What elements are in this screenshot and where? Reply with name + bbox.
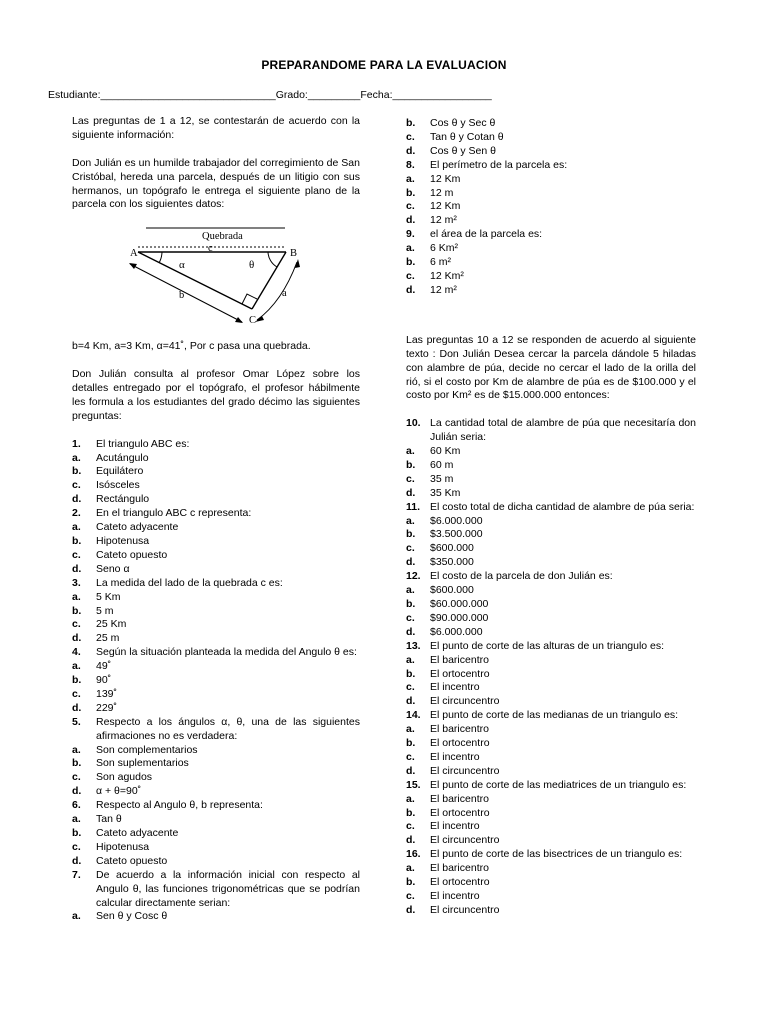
answer-option	[406, 654, 696, 668]
option-letter: d.	[406, 834, 416, 847]
question-block	[406, 848, 696, 918]
option-text: 12 m²	[430, 283, 457, 296]
question-number: 4.	[72, 646, 81, 659]
option-text: El ortocentro	[430, 737, 490, 750]
answer-option	[72, 688, 360, 702]
option-text: El circuncentro	[430, 903, 500, 916]
option-text: 5 Km	[96, 590, 121, 603]
answer-option	[72, 465, 360, 479]
answer-option	[406, 473, 696, 487]
option-letter: b.	[406, 186, 416, 199]
option-text: Son agudos	[96, 771, 153, 784]
answer-option	[406, 487, 696, 501]
option-text: Tan θ	[96, 813, 122, 826]
option-text: Cateto opuesto	[96, 548, 168, 561]
label-side-c: c	[208, 243, 213, 255]
answer-option	[72, 827, 360, 841]
option-letter: d.	[72, 562, 82, 575]
question-number: 8.	[406, 158, 415, 171]
question-text: El triangulo ABC es:	[96, 437, 190, 450]
option-text: Acutángulo	[96, 451, 149, 464]
option-letter: c.	[406, 750, 415, 763]
label-vertex-b: B	[290, 248, 298, 260]
option-text: 12 Km	[430, 172, 461, 185]
option-text: El baricentro	[430, 653, 489, 666]
answer-option	[72, 674, 360, 688]
question-text: De acuerdo a la información inicial con respecto al Angulo θ, las funciones trigonométricas que se podrían calcular directamente serian:	[96, 868, 360, 909]
question-number: 6.	[72, 799, 81, 812]
option-letter: a.	[72, 660, 81, 673]
answer-option	[72, 910, 360, 924]
question-text: El punto de corte de las bisectrices de un triangulo es:	[430, 848, 683, 861]
option-text: $3.500.000	[430, 528, 483, 541]
answer-option	[406, 284, 696, 298]
option-letter: d.	[406, 903, 416, 916]
option-text: 12 Km	[430, 200, 461, 213]
question-block	[72, 507, 360, 577]
question-text: El punto de corte de las mediatrices de un triangulo es:	[430, 778, 687, 791]
option-letter: c.	[72, 771, 81, 784]
option-letter: b.	[72, 827, 82, 840]
question-stem	[72, 799, 360, 813]
option-text: Equilátero	[96, 465, 144, 478]
question-number: 11.	[406, 500, 421, 513]
option-text: Son suplementarios	[96, 757, 189, 770]
right-question-list-b	[406, 417, 696, 918]
answer-option	[406, 256, 696, 270]
option-letter: b.	[406, 737, 416, 750]
answer-option	[406, 131, 696, 145]
answer-option	[406, 793, 696, 807]
option-letter: d.	[406, 144, 416, 157]
question-stem	[406, 228, 696, 242]
option-letter: d.	[406, 695, 416, 708]
question-block	[72, 799, 360, 869]
option-letter: a.	[406, 862, 415, 875]
option-text: Son complementarios	[96, 743, 198, 756]
answer-option	[406, 117, 696, 131]
option-letter: d.	[406, 214, 416, 227]
option-letter: b.	[72, 674, 82, 687]
option-text: 6 m²	[430, 256, 451, 269]
question-text: El punto de corte de las medianas de un triangulo es:	[430, 709, 679, 722]
option-text: Cateto opuesto	[96, 854, 168, 867]
option-letter: c.	[72, 840, 81, 853]
triangle-figure	[72, 212, 360, 338]
intro-paragraph-2: Don Julián es un humilde trabajador del corregimiento de San Cristóbal, hereda una parcela, después de un litigio con sus hermanos, un topógrafo le entrega el siguiente plano de la parcela con los siguientes datos:	[72, 156, 360, 211]
dimension-b-arrowhead-end	[235, 317, 243, 323]
answer-option	[406, 445, 696, 459]
option-text: $600.000	[430, 542, 474, 555]
question-stem	[406, 640, 696, 654]
question-stem	[72, 869, 360, 911]
angle-alpha-arc	[159, 252, 162, 263]
answer-option	[72, 549, 360, 563]
answer-option	[406, 723, 696, 737]
option-text: 60 Km	[430, 445, 461, 458]
option-text: Cos θ y Sec θ	[430, 117, 496, 129]
option-letter: b.	[406, 528, 416, 541]
question-number: 12.	[406, 570, 421, 583]
question-block	[406, 640, 696, 710]
answer-option	[72, 493, 360, 507]
question-text: El costo de la parcela de don Julián es:	[430, 570, 613, 583]
option-letter: c.	[406, 681, 415, 694]
option-letter: c.	[72, 479, 81, 492]
option-letter: a.	[406, 723, 415, 736]
answer-option	[72, 605, 360, 619]
question-stem	[406, 779, 696, 793]
question-text: el área de la parcela es:	[430, 228, 543, 241]
option-text: El incentro	[430, 750, 480, 763]
option-letter: a.	[72, 451, 81, 464]
answer-option	[406, 556, 696, 570]
option-text: Cateto adyacente	[96, 521, 179, 534]
option-letter: a.	[406, 172, 415, 185]
option-text: Hipotenusa	[96, 534, 150, 547]
answer-option	[72, 757, 360, 771]
question-text: En el triangulo ABC c representa:	[96, 507, 252, 520]
question-stem	[406, 848, 696, 862]
angle-theta-arc	[268, 252, 277, 267]
question-number: 5.	[72, 715, 81, 728]
label-quebrada: Quebrada	[202, 231, 243, 243]
right-question-list-a	[406, 159, 696, 298]
question-stem	[72, 577, 360, 591]
answer-option	[72, 479, 360, 493]
label-theta: θ	[249, 259, 255, 272]
answer-option	[406, 681, 696, 695]
question-block	[406, 570, 696, 640]
right-column	[406, 117, 696, 918]
question-number: 10.	[406, 417, 421, 430]
option-letter: a.	[406, 445, 415, 458]
answer-option	[406, 626, 696, 640]
question-7-continued	[406, 117, 696, 159]
option-letter: c.	[72, 687, 81, 700]
option-letter: a.	[406, 584, 415, 597]
option-letter: c.	[406, 269, 415, 282]
intro-paragraph-1: Las preguntas de 1 a 12, se contestarán de acuerdo con la siguiente información:	[72, 115, 360, 141]
answer-option	[406, 542, 696, 556]
option-letter: d.	[72, 632, 82, 645]
option-text: 35 m	[430, 472, 454, 485]
answer-option	[406, 890, 696, 904]
label-vertex-c: C	[249, 315, 257, 327]
answer-option	[406, 459, 696, 473]
label-side-a: a	[282, 288, 287, 300]
option-letter: c.	[72, 618, 81, 631]
answer-option	[406, 187, 696, 201]
option-text: Seno α	[96, 562, 130, 575]
question-text: Respecto a los ángulos α, θ, una de las siguientes afirmaciones no es verdadera:	[96, 715, 360, 742]
option-text: El baricentro	[430, 792, 489, 805]
option-letter: a.	[72, 743, 81, 756]
question-block	[406, 159, 696, 229]
question-block	[72, 577, 360, 647]
answer-option	[406, 598, 696, 612]
answer-option	[406, 200, 696, 214]
option-text: Cateto adyacente	[96, 827, 179, 840]
question-stem	[72, 646, 360, 660]
option-letter: b.	[72, 465, 82, 478]
question-number: 1.	[72, 437, 81, 450]
dimension-b-arrowhead-start	[129, 263, 137, 269]
option-text: Hipotenusa	[96, 840, 150, 853]
option-text: $350.000	[430, 556, 474, 569]
option-letter: b.	[72, 534, 82, 547]
option-letter: a.	[406, 792, 415, 805]
dimension-a-arrowhead-top	[295, 259, 300, 268]
option-text: 35 Km	[430, 486, 461, 499]
question-text: El perímetro de la parcela es:	[430, 158, 568, 171]
question-number: 3.	[72, 576, 81, 589]
option-letter: c.	[72, 548, 81, 561]
question-stem	[406, 709, 696, 723]
option-letter: b.	[72, 604, 82, 617]
question-block	[72, 646, 360, 716]
option-text: 60 m	[430, 458, 454, 471]
question-number: 9.	[406, 228, 415, 241]
question-text: Respecto al Angulo θ, b representa:	[96, 799, 263, 812]
option-letter: c.	[406, 472, 415, 485]
dimension-b-line	[130, 264, 242, 322]
option-text: El ortocentro	[430, 667, 490, 680]
side-a	[252, 252, 286, 309]
option-text: α + θ=90˚	[96, 785, 142, 798]
option-letter: b.	[406, 256, 416, 269]
option-text: 229˚	[96, 701, 118, 714]
option-text: El baricentro	[430, 723, 489, 736]
question-number: 2.	[72, 507, 81, 520]
option-text: El circuncentro	[430, 764, 500, 777]
option-letter: b.	[406, 876, 416, 889]
option-letter: d.	[406, 556, 416, 569]
option-text: $90.000.000	[430, 611, 489, 624]
option-text: El ortocentro	[430, 806, 490, 819]
question-block	[406, 228, 696, 298]
answer-option	[72, 771, 360, 785]
answer-option	[406, 820, 696, 834]
option-letter: c.	[406, 130, 415, 143]
answer-option	[72, 563, 360, 577]
answer-option	[406, 145, 696, 159]
answer-option	[72, 521, 360, 535]
option-text: Isósceles	[96, 479, 140, 492]
option-letter: c.	[406, 542, 415, 555]
label-vertex-a: A	[130, 248, 138, 260]
option-text: 12 m	[430, 186, 454, 199]
option-text: $6.000.000	[430, 514, 483, 527]
option-letter: a.	[406, 653, 415, 666]
answer-option	[72, 855, 360, 869]
option-text: El incentro	[430, 681, 480, 694]
question-number: 14.	[406, 709, 421, 722]
question-stem	[72, 438, 360, 452]
answer-option	[406, 695, 696, 709]
option-letter: b.	[406, 806, 416, 819]
answer-option	[72, 785, 360, 799]
answer-option	[406, 270, 696, 284]
option-text: Tan θ y Cotan θ	[430, 130, 504, 143]
option-letter: b.	[406, 597, 416, 610]
option-text: 6 Km²	[430, 242, 459, 255]
option-text: 90˚	[96, 674, 112, 687]
question-stem	[72, 716, 360, 744]
answer-option	[406, 612, 696, 626]
option-text: 49˚	[96, 660, 112, 673]
answer-option	[72, 744, 360, 758]
answer-option	[406, 242, 696, 256]
option-text: $600.000	[430, 584, 474, 597]
answer-option	[406, 214, 696, 228]
option-text: 25 m	[96, 632, 120, 645]
option-letter: d.	[72, 854, 82, 867]
question-block	[406, 501, 696, 571]
option-letter: a.	[406, 242, 415, 255]
question-text: La cantidad total de alambre de púa que necesitaría don Julián seria:	[430, 417, 696, 444]
answer-option	[72, 618, 360, 632]
option-text: Cos θ y Sen θ	[430, 144, 496, 157]
question-block	[72, 869, 360, 925]
option-letter: a.	[72, 590, 81, 603]
option-text: 12 Km²	[430, 269, 464, 282]
answer-option	[406, 173, 696, 187]
right-angle-mark	[242, 294, 257, 304]
option-text: Rectángulo	[96, 493, 150, 506]
answer-option	[72, 702, 360, 716]
option-letter: b.	[406, 667, 416, 680]
answer-option	[72, 452, 360, 466]
question-block	[406, 709, 696, 779]
question-stem	[406, 159, 696, 173]
option-letter: d.	[406, 486, 416, 499]
option-letter: b.	[406, 117, 416, 129]
option-letter: a.	[72, 813, 81, 826]
question-text: El punto de corte de las alturas de un triangulo es:	[430, 639, 665, 652]
question-block	[72, 438, 360, 508]
left-question-list	[72, 438, 360, 925]
page-title: PREPARANDOME PARA LA EVALUACION	[261, 58, 507, 72]
option-text: Sen θ y Cosc θ	[96, 910, 168, 923]
option-letter: c.	[406, 200, 415, 213]
answer-option	[406, 668, 696, 682]
left-column	[72, 115, 360, 924]
answer-option	[406, 807, 696, 821]
option-letter: d.	[406, 283, 416, 296]
question-number: 13.	[406, 639, 421, 652]
intro-paragraph-4: Las preguntas 10 a 12 se responden de acuerdo al siguiente texto : Don Julián Desea cercar la parcela dándole 5 hiladas con alambre de púa, decide no cercar el lado de la orilla del rió, si el costo por Km de alambre de púa es de $100.000 y el costo por Km² es de $15.000.000 entonces:	[406, 333, 696, 402]
option-letter: d.	[72, 701, 82, 714]
answer-option	[406, 862, 696, 876]
question-stem	[406, 417, 696, 445]
option-text: El ortocentro	[430, 876, 490, 889]
question-number: 16.	[406, 848, 421, 861]
answer-option	[406, 751, 696, 765]
option-letter: b.	[406, 458, 416, 471]
option-text: El circuncentro	[430, 834, 500, 847]
answer-option	[72, 841, 360, 855]
option-letter: d.	[406, 625, 416, 638]
question-stem	[406, 570, 696, 584]
answer-option	[406, 528, 696, 542]
answer-option	[406, 515, 696, 529]
option-letter: a.	[72, 521, 81, 534]
option-text: 5 m	[96, 604, 114, 617]
question-text: El costo total de dicha cantidad de alambre de púa seria:	[430, 500, 695, 513]
option-text: $60.000.000	[430, 597, 489, 610]
option-text: El incentro	[430, 890, 480, 903]
question-number: 15.	[406, 778, 421, 791]
answer-option	[72, 660, 360, 674]
option-letter: a.	[72, 910, 81, 923]
answer-option	[406, 584, 696, 598]
question-stem	[72, 507, 360, 521]
label-side-b: b	[179, 290, 185, 302]
option-letter: c.	[406, 820, 415, 833]
option-letter: b.	[72, 757, 82, 770]
option-letter: d.	[406, 764, 416, 777]
dimension-a-arrowhead-bottom	[255, 316, 264, 322]
answer-option	[72, 535, 360, 549]
answer-option	[72, 813, 360, 827]
option-letter: d.	[72, 785, 82, 798]
intro-paragraph-3: Don Julián consulta al profesor Omar López sobre los detalles entregado por el topógrafo, el profesor hábilmente les formula a los estudiantes del grado décimo las siguientes preguntas:	[72, 368, 360, 422]
option-letter: c.	[406, 890, 415, 903]
answer-option	[406, 765, 696, 779]
question-block	[72, 716, 360, 799]
answer-option	[406, 876, 696, 890]
option-text: 25 Km	[96, 618, 127, 631]
option-letter: c.	[406, 611, 415, 624]
option-text: 12 m²	[430, 214, 457, 227]
student-info-line: Estudiante:______________________________Grado:_________Fecha:_________________	[48, 89, 492, 101]
answer-option	[406, 737, 696, 751]
question-text: La medida del lado de la quebrada c es:	[96, 576, 283, 589]
option-text: El incentro	[430, 820, 480, 833]
option-text: El baricentro	[430, 862, 489, 875]
question-number: 7.	[72, 868, 81, 881]
question-block	[406, 779, 696, 849]
option-text: 139˚	[96, 687, 118, 700]
answer-option	[72, 591, 360, 605]
answer-option	[406, 834, 696, 848]
question-block	[406, 417, 696, 500]
answer-option	[72, 632, 360, 646]
option-letter: a.	[406, 514, 415, 527]
data-line: b=4 Km, a=3 Km, α=41˚, Por c pasa una quebrada.	[72, 340, 311, 353]
option-letter: d.	[72, 493, 82, 506]
answer-option	[406, 904, 696, 918]
option-text: $6.000.000	[430, 625, 483, 638]
side-b	[138, 252, 255, 309]
question-text: Según la situación planteada la medida del Angulo θ es:	[96, 646, 357, 659]
label-alpha: α	[179, 259, 185, 272]
question-stem	[406, 501, 696, 515]
option-text: El circuncentro	[430, 695, 500, 708]
